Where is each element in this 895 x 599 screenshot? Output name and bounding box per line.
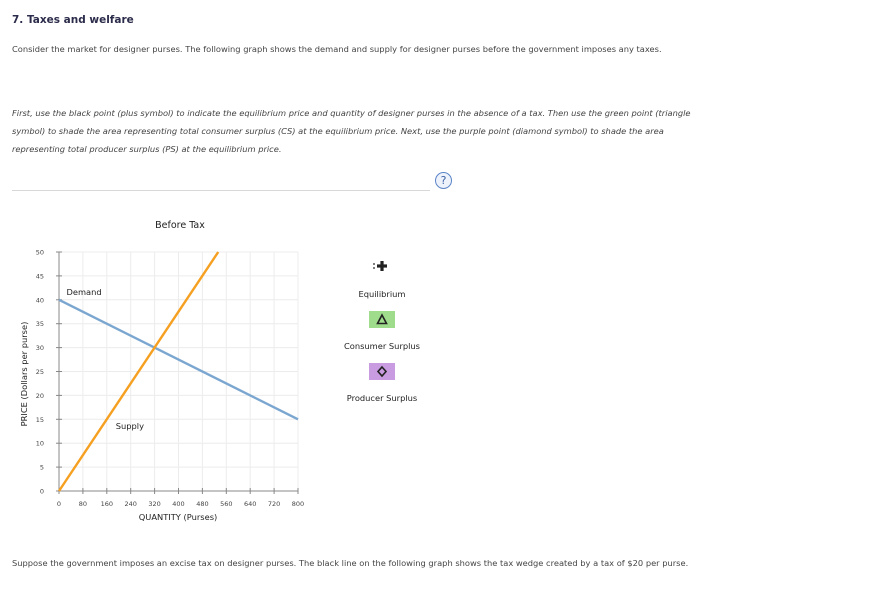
x-tick-label: 640 [243, 500, 257, 508]
y-tick-label: 5 [39, 463, 44, 472]
intro-text: Consider the market for designer purses. The following graph shows the demand and supply for designer purses before the government imposes any taxes. [12, 44, 662, 54]
x-tick-label: 800 [291, 500, 305, 508]
y-tick-label: 25 [35, 368, 44, 376]
x-tick-label: 400 [172, 500, 185, 508]
y-tick-label: 45 [35, 272, 44, 281]
x-tick-label: 0 [56, 500, 62, 508]
followup-text: Suppose the government imposes an excise tax on designer purses. The black line on the following graph shows the tax wedge created by a tax of $20 per purse. [12, 558, 689, 568]
x-tick-label: 240 [124, 500, 137, 508]
y-tick-label: 50 [35, 248, 44, 257]
demand-label: Demand [66, 287, 102, 298]
producer-surplus-tool[interactable] [347, 363, 418, 403]
supply-label: Supply [115, 420, 145, 431]
page-title: 7. Taxes and welfare [12, 14, 134, 26]
y-axis-label: PRICE (Dollars per purse) [19, 321, 29, 427]
consumer-surplus-label: Consumer Surplus [343, 341, 421, 351]
x-tick-label: 560 [220, 500, 233, 508]
x-tick-label: 480 [196, 500, 209, 508]
y-tick-label: 20 [35, 391, 44, 400]
tool-palette [344, 261, 420, 403]
y-tick-label: 40 [35, 296, 44, 305]
equilibrium-label: Equilibrium [358, 289, 406, 299]
plus-icon[interactable] [373, 261, 387, 271]
equilibrium-tool[interactable] [358, 261, 405, 299]
instructions-text: First, use the black point (plus symbol) to indicate the equilibrium price and quantity of designer purses in the absence of a tax. Then use the green point (triangle symbol) to shade the area representing total consumer surplus (CS) at the equilibrium price. Next, use the purple point (diamond symbol) to shade the area representing total producer surplus (PS) at the equilibrium price. [12, 108, 691, 154]
x-tick-label: 320 [148, 500, 161, 508]
y-tick-label: 0 [39, 487, 44, 496]
x-tick-label: 720 [267, 500, 281, 508]
x-tick-label: 160 [100, 500, 114, 508]
help-button[interactable]: ? [435, 172, 452, 189]
y-tick-label: 10 [35, 439, 44, 448]
x-tick-label: 80 [78, 500, 88, 508]
chart-title: Before Tax [155, 220, 205, 231]
y-tick-label: 15 [35, 415, 44, 424]
consumer-surplus-tool[interactable] [344, 311, 420, 351]
y-tick-label: 35 [35, 320, 44, 329]
x-axis-label: QUANTITY (Purses) [138, 512, 218, 522]
y-tick-label: 30 [35, 344, 44, 353]
producer-surplus-label: Producer Surplus [346, 393, 418, 403]
